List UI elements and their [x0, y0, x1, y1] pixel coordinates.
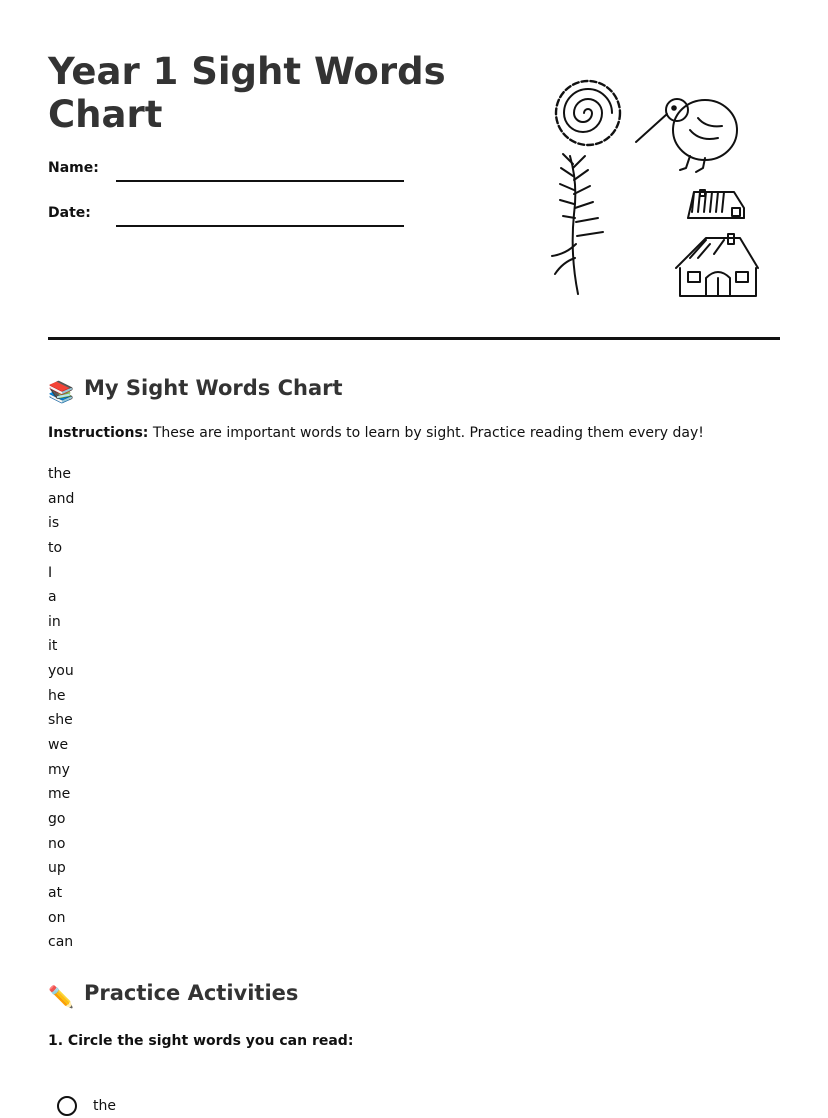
house-icon: [688, 190, 744, 218]
sight-word-list: [48, 462, 74, 955]
practice-heading: [48, 979, 298, 1011]
list-item: can: [48, 934, 74, 951]
activity-1-prompt: 1. Circle the sight words you can read:: [48, 1033, 354, 1049]
list-item: me: [48, 786, 71, 803]
date-field-line[interactable]: [116, 225, 404, 227]
practice-title: Practice Activities: [84, 981, 299, 1005]
name-field-line[interactable]: [116, 180, 404, 182]
sight-words-title: My Sight Words Chart: [84, 376, 343, 400]
list-item: go: [48, 810, 66, 827]
kiwi-bird-icon: [636, 99, 737, 172]
list-item: the: [48, 466, 71, 482]
list-item: on: [48, 909, 66, 926]
list-item: she: [48, 712, 73, 729]
instructions-text: These are important words to learn by sight. Practice reading them every day!: [148, 425, 704, 441]
list-item: we: [48, 737, 69, 754]
circle-word-label: the: [93, 1098, 116, 1114]
header-divider: [48, 337, 780, 340]
fern-icon: [552, 154, 603, 294]
list-item: no: [48, 835, 66, 852]
pencil-icon: ✏️: [48, 985, 75, 1009]
date-label: Date:: [48, 205, 91, 221]
books-icon: 📚: [48, 380, 75, 404]
list-item: you: [48, 663, 74, 680]
list-item: at: [48, 884, 63, 901]
list-item: he: [48, 687, 66, 704]
instructions: [48, 425, 808, 441]
circle-word-item[interactable]: [57, 1096, 116, 1116]
name-label: Name:: [48, 160, 99, 176]
koru-icon: [556, 81, 620, 145]
list-item: to: [48, 539, 63, 556]
cottage-icon: [676, 234, 758, 296]
page-title: Year 1 Sight Words Chart: [48, 50, 446, 136]
circle-icon[interactable]: [57, 1096, 77, 1116]
instructions-label: Instructions:: [48, 425, 149, 441]
list-item: up: [48, 860, 66, 877]
sight-words-heading: [48, 374, 343, 406]
list-item: it: [48, 638, 58, 655]
list-item: I: [48, 564, 53, 581]
list-item: is: [48, 515, 60, 532]
illustration-group: [540, 68, 770, 300]
list-item: in: [48, 613, 61, 630]
list-item: and: [48, 490, 75, 507]
list-item: my: [48, 761, 70, 778]
list-item: a: [48, 589, 57, 606]
